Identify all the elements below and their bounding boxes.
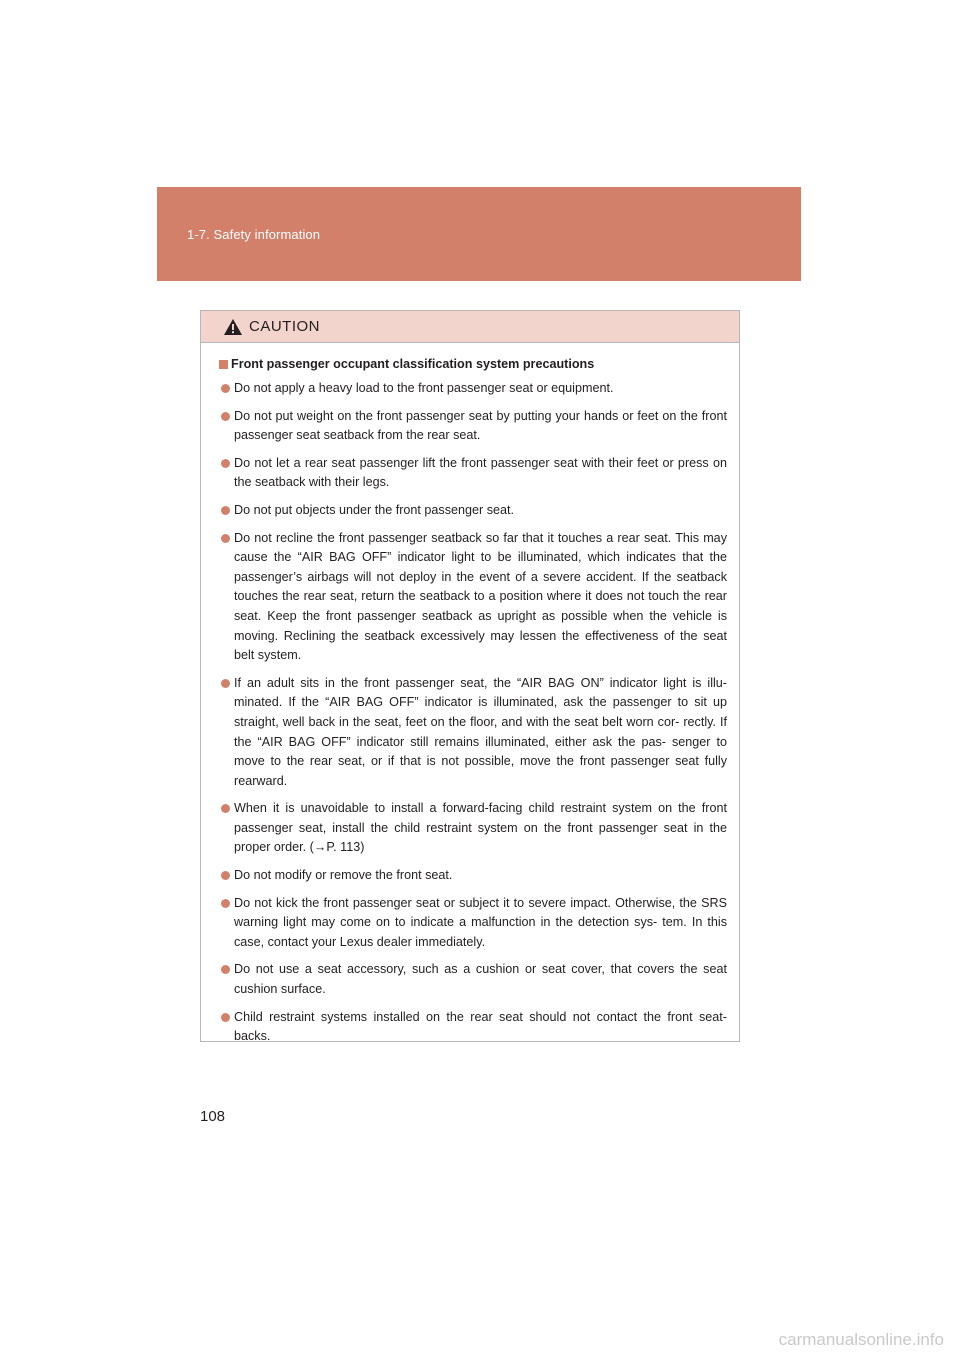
- caution-box: [200, 310, 740, 1042]
- watermark: carmanualsonline.info: [778, 1330, 944, 1349]
- circle-bullet-icon: [221, 965, 230, 974]
- caution-list-item: [219, 1008, 731, 1047]
- caution-list: [219, 379, 731, 1047]
- caution-list-item: [219, 407, 731, 446]
- page-number: 108: [200, 1108, 226, 1125]
- caution-item-text: Do not put objects under the front passenger seat.: [234, 502, 515, 517]
- caution-item-text: Do not modify or remove the front seat.: [234, 868, 453, 883]
- caution-list-item: [219, 894, 731, 953]
- caution-item-text: Do not apply a heavy load to the front passenger seat or equipment.: [234, 381, 614, 395]
- caution-item-text: Do not use a seat accessory, such as a cushion or seat cover, that covers the seat cushion surface.: [234, 962, 727, 997]
- circle-bullet-icon: [221, 506, 230, 515]
- chapter-header-band: [157, 187, 801, 281]
- circle-bullet-icon: [221, 412, 230, 421]
- caution-item-text: If an adult sits in the front passenger seat, the “AIR BAG ON” indicator light is illu- minated. If the “AIR BAG OFF” indicator is illuminated, ask the passenger to sit up straight, well back in the seat, feet on the floor, and with the seat belt worn cor- rectly. If the “AIR BAG OFF” indicator still remains illuminated, either ask the pas- senger to move to the rear seat, or if that is not possible, move the front passenger seat fully rearward.: [234, 675, 727, 788]
- square-bullet-icon: [219, 360, 228, 369]
- subheading-text: Front passenger occupant classification system precautions: [231, 357, 595, 371]
- caution-item-text: When it is unavoidable to install a forward-facing child restraint system on the front passenger seat, install the child restraint system on the front passenger seat in the proper order. (→P. 113): [234, 801, 727, 855]
- circle-bullet-icon: [221, 534, 230, 543]
- circle-bullet-icon: [221, 1013, 230, 1022]
- warning-triangle-icon: [223, 318, 243, 336]
- caution-item-text: Do not let a rear seat passenger lift the front passenger seat with their feet or press on the seatback with their legs.: [234, 455, 727, 490]
- caution-item-text: Child restraint systems installed on the rear seat should not contact the front seat- backs.: [234, 1009, 727, 1044]
- caution-list-item: [219, 501, 731, 521]
- circle-bullet-icon: [221, 459, 230, 468]
- caution-list-item: [219, 960, 731, 999]
- caution-item-text: Do not kick the front passenger seat or subject it to severe impact. Otherwise, the SRS warning light may come on to indicate a malfunction in the detection sys- tem. In this case, contact your Lexus dealer immediately.: [234, 895, 727, 949]
- caution-list-item: [219, 379, 731, 399]
- caution-list-item: [219, 674, 731, 792]
- circle-bullet-icon: [221, 899, 230, 908]
- caution-title: CAUTION: [249, 318, 320, 335]
- caution-list-item: [219, 799, 731, 858]
- section-title: 1-7. Safety information: [187, 227, 321, 242]
- circle-bullet-icon: [221, 384, 230, 393]
- caution-body: [201, 343, 739, 1047]
- circle-bullet-icon: [221, 679, 230, 688]
- caution-list-item: [219, 454, 731, 493]
- caution-subheading: [219, 357, 731, 371]
- caution-item-text: Do not put weight on the front passenger seat by putting your hands or feet on the front passenger seat seatback from the rear seat.: [234, 408, 727, 443]
- circle-bullet-icon: [221, 871, 230, 880]
- caution-item-text: Do not recline the front passenger seatback so far that it touches a rear seat. This may cause the “AIR BAG OFF” indicator light to be illuminated, which indicates that the passenger’s airbags will not deploy in the event of a severe accident. If the seatback touches the rear seat, return the seatback to a position where it does not touch the rear seat. Keep the front passenger seatback as upright as possible when the vehicle is moving. Reclining the seatback excessively may lessen the effectiveness of the seat belt system.: [234, 530, 727, 663]
- caution-list-item: [219, 866, 731, 886]
- caution-header: [201, 311, 739, 343]
- caution-list-item: [219, 529, 731, 666]
- circle-bullet-icon: [221, 804, 230, 813]
